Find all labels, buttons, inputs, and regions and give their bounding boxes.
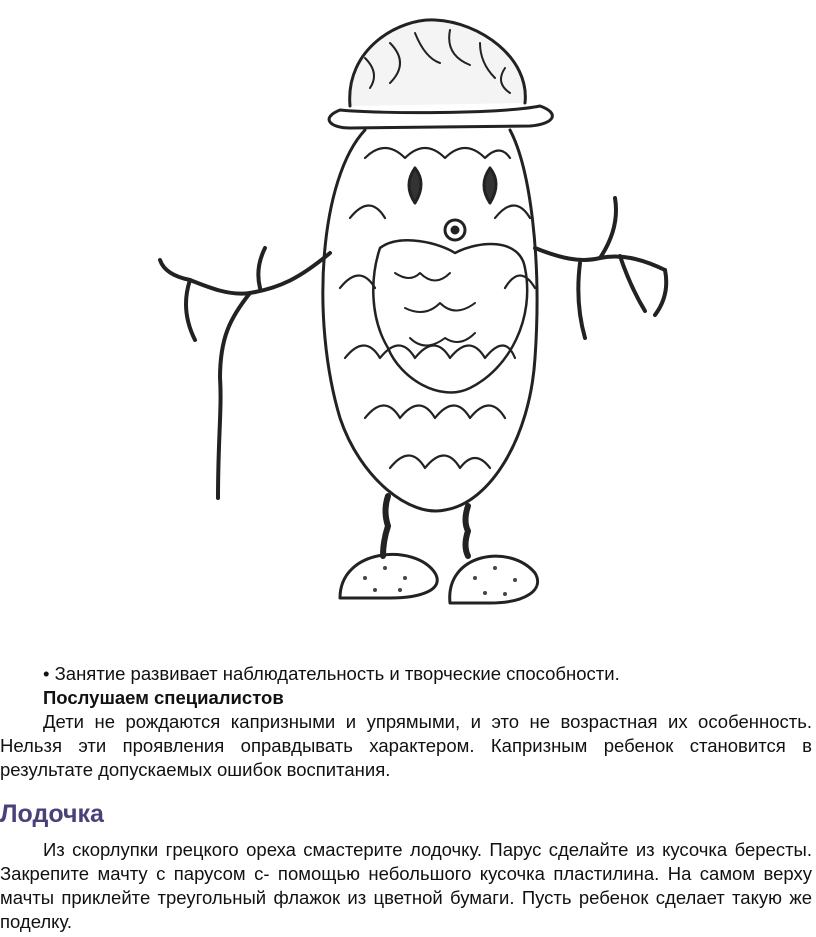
- main-text-block: [0, 662, 812, 782]
- bullet-note: • Занятие развивает наблюдательность и творческие способности.: [43, 663, 620, 684]
- boat-instructions-block: [0, 838, 812, 934]
- walnut-figure-illustration: [150, 18, 690, 628]
- paragraph-specialists: Дети не рождаются капризными и упрямыми, и это не возрастная их особенность. Нельзя эти проявления оправдывать характером. Капризным ребенок становится в результате допускаемых ошибок воспитания.: [0, 711, 812, 780]
- paragraph-boat: Из скорлупки грецкого ореха смастерите лодочку. Парус сделайте из кусочка бересты. Закрепите мачту с парусом с- помощью небольшого кусочка пластилина. На самом верху мачты приклейте треугольный флажок из цветной бумаги. Пусть ребенок сделает такую же поделку.: [0, 839, 812, 932]
- section-title: Лодочка: [0, 800, 104, 828]
- subheading: Послушаем специалистов: [43, 687, 284, 708]
